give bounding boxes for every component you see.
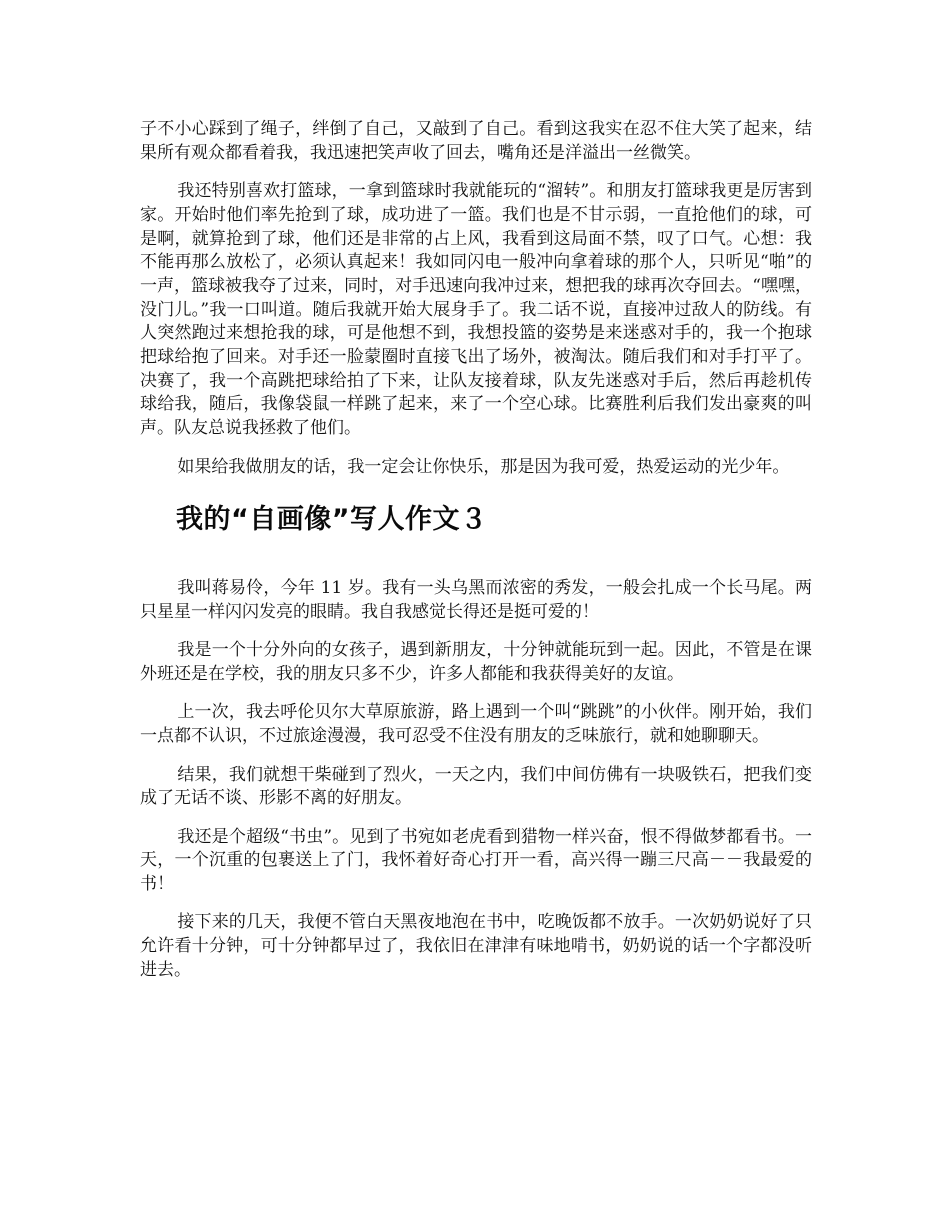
document-body [140, 118, 812, 997]
paragraph-friendship: 结果，我们就想干柴碰到了烈火，一天之内，我们中间仿佛有一块吸铁石，把我们变成了无话不谈、形影不离的好朋友。 [140, 764, 812, 809]
section-heading: 我的“自画像”写人作文３ [176, 504, 488, 536]
paragraph-bookworm: 我还是个超级“书虫”。见到了书宛如老虎看到猎物一样兴奋，恨不得做梦都看书。一天，一个沉重的包裹送上了门，我怀着好奇心打开一看，高兴得一蹦三尺高－－我最爱的书！ [140, 826, 812, 894]
paragraph-reading: 接下来的几天，我便不管白天黑夜地泡在书中，吃晚饭都不放手。一次奶奶说好了只允许看十分钟，可十分钟都早过了，我依旧在津津有味地啃书，奶奶说的话一个字都没听进去。 [140, 912, 812, 980]
paragraph-intro: 我叫蒋易伶，今年 11 岁。我有一头乌黑而浓密的秀发，一般会扎成一个长马尾。两只星星一样闪闪发亮的眼睛。我自我感觉长得还是挺可爱的！ [140, 578, 812, 622]
paragraph-continuation: 子不小心踩到了绳子，绊倒了自己，又敲到了自己。看到这我实在忍不住大笑了起来，结果所有观众都看着我，我迅速把笑声收了回去，嘴角还是洋溢出一丝微笑。 [140, 119, 812, 163]
paragraph-basketball: 我还特别喜欢打篮球，一拿到篮球时我就能玩的“溜转”。和朋友打篮球我更是厉害到家。开始时他们率先抢到了球，成功进了一篮。我们也是不甘示弱，一直抢他们的球，可是啊，就算抢到了球，他们还是非常的占上风，我看到这局面不禁，叹了口气。心想：我不能再那么放松了，必须认真起来！我如同闪电一般冲向拿着球的那个人，只听见“啪”的一声，篮球被我夺了过来，同时，对手迅速向我冲过来，想把我的球再次夺回去。“嘿嘿，没门儿。”我一口叫道。随后我就开始大展身手了。我二话不说，直接冲过敌人的防线。有人突然跑过来想抢我的球，可是他想不到，我想投篮的姿势是来迷惑对手的，我一个抱球把球给抱了回来。对手还一脸蒙圈时直接飞出了场外，被淘汰。随后我们和对手打平了。决赛了，我一个高跳把球给拍了下来，让队友接着球，队友先迷惑对手后，然后再趁机传球给我，随后，我像袋鼠一样跳了起来，来了一个空心球。比赛胜利后我们发出豪爽的叫声。队友总说我拯救了他们。 [140, 181, 812, 439]
paragraph-closing: 如果给我做朋友的话，我一定会让你快乐，那是因为我可爱，热爱运动的光少年。 [177, 456, 790, 477]
paragraph-personality: 我是一个十分外向的女孩子，遇到新朋友，十分钟就能玩到一起。因此，不管是在课外班还是在学校，我的朋友只多不少，许多人都能和我获得美好的友谊。 [140, 640, 812, 685]
paragraph-trip: 上一次，我去呼伦贝尔大草原旅游，路上遇到一个叫“跳跳”的小伙伴。刚开始，我们一点都不认识，不过旅途漫漫，我可忍受不住没有朋友的乏味旅行，就和她聊聊天。 [140, 702, 812, 747]
